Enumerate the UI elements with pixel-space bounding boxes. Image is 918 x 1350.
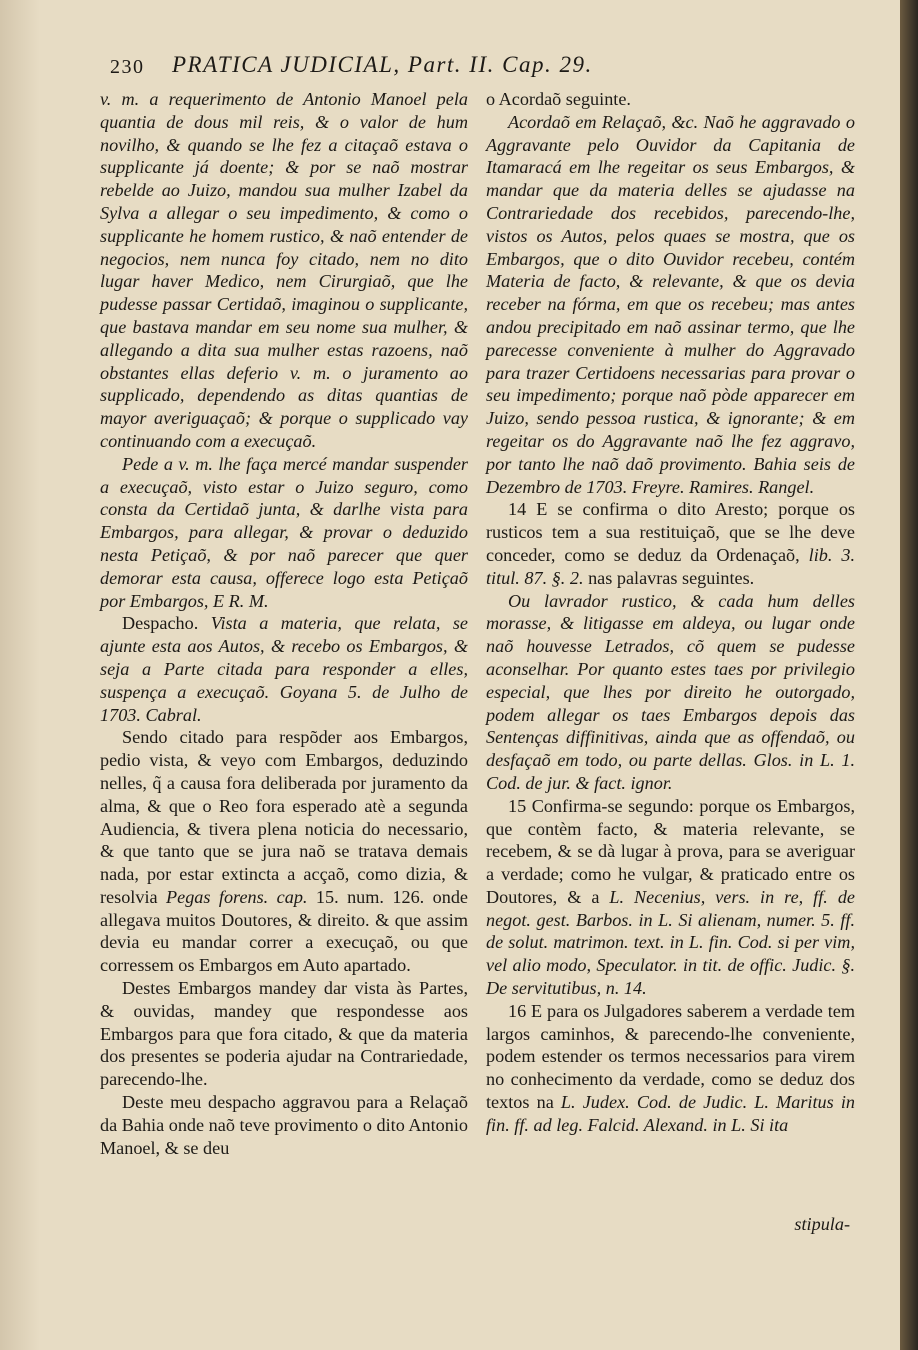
ordenacao-citation: lib. 3. titul. 87. §. 2. — [486, 544, 856, 588]
ordenacao-quote: Ou lavrador rustico, & cada hum delles morasse, & litigasse em aldeya, ou lugar onde naõ houvesse Letrados, cõ quem se pudesse aconselhar. Por quanto estes taes por privilegio especial, que lhes por direito he outorgado, podem allegar os taes Embargos depois das Sentenças diffinitivas, ainda que as offendaõ, ou desfaçaõ em todo, ou parte dellas. Glos. in L. 1. Cod. de jur. & fact. ignor. — [486, 590, 855, 793]
acordao-intro: o Acordaõ seguinte. — [486, 89, 631, 109]
section-16-text: 16 E para os Julgadores saberem a verdade tem largos caminhos, & parecendo-lhe conveniente, podem estender os termos necessarios para virem no conhecimento da verdade, como se deduz dos textos na — [486, 1000, 855, 1113]
despacho-text: Vista a materia, que relata, se ajunte esta aos Autos, & recebo os Embargos, & seja a Parte citada para responder a elles, suspença a execuçaõ. Goyana 5. de Julho de 1703. Cabral. — [100, 613, 469, 725]
section-15 — [486, 795, 855, 1000]
acordao-text: Acordaõ em Relaçaõ, &c. Naõ he aggravado o Aggravante pelo Ouvidor da Capitania de Itamaracá em lhe regeitar os seus Embargos, & mandar que da materia delles se ajudasse na Contrariedade dos recebidos, parecendo-lhe, vistos os Autos, pelos quaes se mostra, que os Embargos, que o dito Ouvidor recebeu, contém Materia de facto, & relevante, & que os devia receber na fórma, em que os recebeu; mas antes andou precipitado em naõ assinar termo, que lhe parecesse conveniente à mulher do Aggravado para trazer Certidoens necessarias para provar o seu impedimento; porque naõ pòde apparecer em Juizo, sendo pessoa rustica, & ignorante; & em regeitar os do Aggravante naõ lhe fez aggravo, por tanto lhe naõ daõ provimento. Bahia seis de Dezembro de 1703. Freyre. Ramires. Rangel. — [486, 111, 855, 497]
section-15-text: 15 Confirma-se segundo: porque os Embargos, que contèm facto, & materia relevante, se recebem, & se dà lugar à prova, para se averiguar a verdade; como he vulgar, & praticado entre os Doutores, & a — [486, 795, 855, 907]
section-15-citations: L. Necenius, vers. in re, ff. de negot. gest. Barbos. in L. Si alienam, numer. 5. ff. de solut. matrimon. text. in L. fin. Cod. si per vim, vel alio modo, Speculator. in tit. de offic. Judic. §. De servitutibus, n. 14. — [486, 886, 855, 999]
petition-request: Pede a v. m. lhe faça mercé mandar suspender a execuçaõ, visto estar o Juizo seguro, como consta da Certidaõ junta, & darlhe vista para Embargos, para allegar, & provar o deduzido nesta Petiçaõ, & por naõ parecer que quer demorar esta causa, offerece logo esta Petiçaõ por Embargos, E R. M. — [100, 453, 468, 611]
section-16-citations: L. Judex. Cod. de Judic. L. Maritus in fin. ff. ad leg. Falcid. Alexand. in L. Si ita — [486, 1092, 855, 1135]
section-14-end: nas palavras seguintes. — [588, 567, 755, 588]
left-column — [100, 88, 468, 1159]
citation-paragraph — [100, 726, 468, 977]
section-14-text: 14 E se confirma o dito Aresto; porque os rusticos tem a sua restituiçaõ, que se lhe deve conceder, como se deduz da Ordenaçaõ, — [486, 499, 855, 565]
embargos-paragraph: Destes Embargos mandey dar vista às Partes, & ouvidas, mandey que respondesse aos Embargos para que fora citado, & que da materia dos presentes se poderia ajudar na Contrariedade, parecendo-lhe. — [100, 978, 468, 1090]
petition-text: v. m. a requerimento de Antonio Manoel pela quantia de dous mil reis, & o valor de hum novilho, & quando se lhe fez a citaçaõ estava o supplicante já doente; & por se naõ mostrar rebelde ao Juizo, mandou sua mulher Izabel da Sylva a allegar o seu impedimento, & como o supplicante he homem rustico, & naõ entender de negocios, nem nunca foy citado, nem no dito lugar haver Medico, nem Cirurgiaõ, que lhe pudesse passar Certidaõ, imaginou o supplicante, que bastava mandar em seu nome sua mulher, & allegando a dita sua mulher estas razoens, naõ obstantes ellas deferio v. m. o juramento ao supplicado, dependendo as ditas quantias de mayor averiguaçaõ; & porque o supplicado vay continuando com a execuçaõ. — [100, 89, 468, 451]
catchword: stipula- — [794, 1214, 850, 1234]
despacho-label: Despacho. — [122, 613, 199, 634]
pegas-citation: Pegas forens. cap. — [166, 886, 308, 907]
running-title: PRATICA JUDICIAL, Part. II. Cap. 29. — [172, 52, 593, 77]
citation-text-a: Sendo citado para respõder aos Embargos, pedio vista, & veyo com Embargos, deduzindo nelles, q̃ a causa fora deliberada por juramento da alma, & que o Reo fora esperado atè a segunda Audiencia, & tivera plena noticia do necessario, & que tanto que se jura naõ se tratava demais nada, por estar extincta a acçaõ, como dizia, & resolvia — [100, 727, 468, 907]
citation-text-b: 15. num. 126. onde allegava muitos Doutores, & direito. & que assim devia eu mandar correr a execuçaõ, ou que corressem os Embargos em Auto apartado. — [100, 886, 468, 976]
right-column — [486, 88, 855, 1137]
aggravo-paragraph: Deste meu despacho aggravou para a Relaçaõ da Bahia onde naõ teve provimento o dito Antonio Manoel, & se deu — [100, 1092, 468, 1158]
page-number: 230 — [110, 56, 145, 78]
despacho-paragraph — [100, 612, 468, 726]
section-16 — [486, 1000, 855, 1137]
page-edge-shadow — [900, 0, 918, 1350]
section-14 — [486, 498, 855, 589]
running-header — [110, 52, 730, 88]
